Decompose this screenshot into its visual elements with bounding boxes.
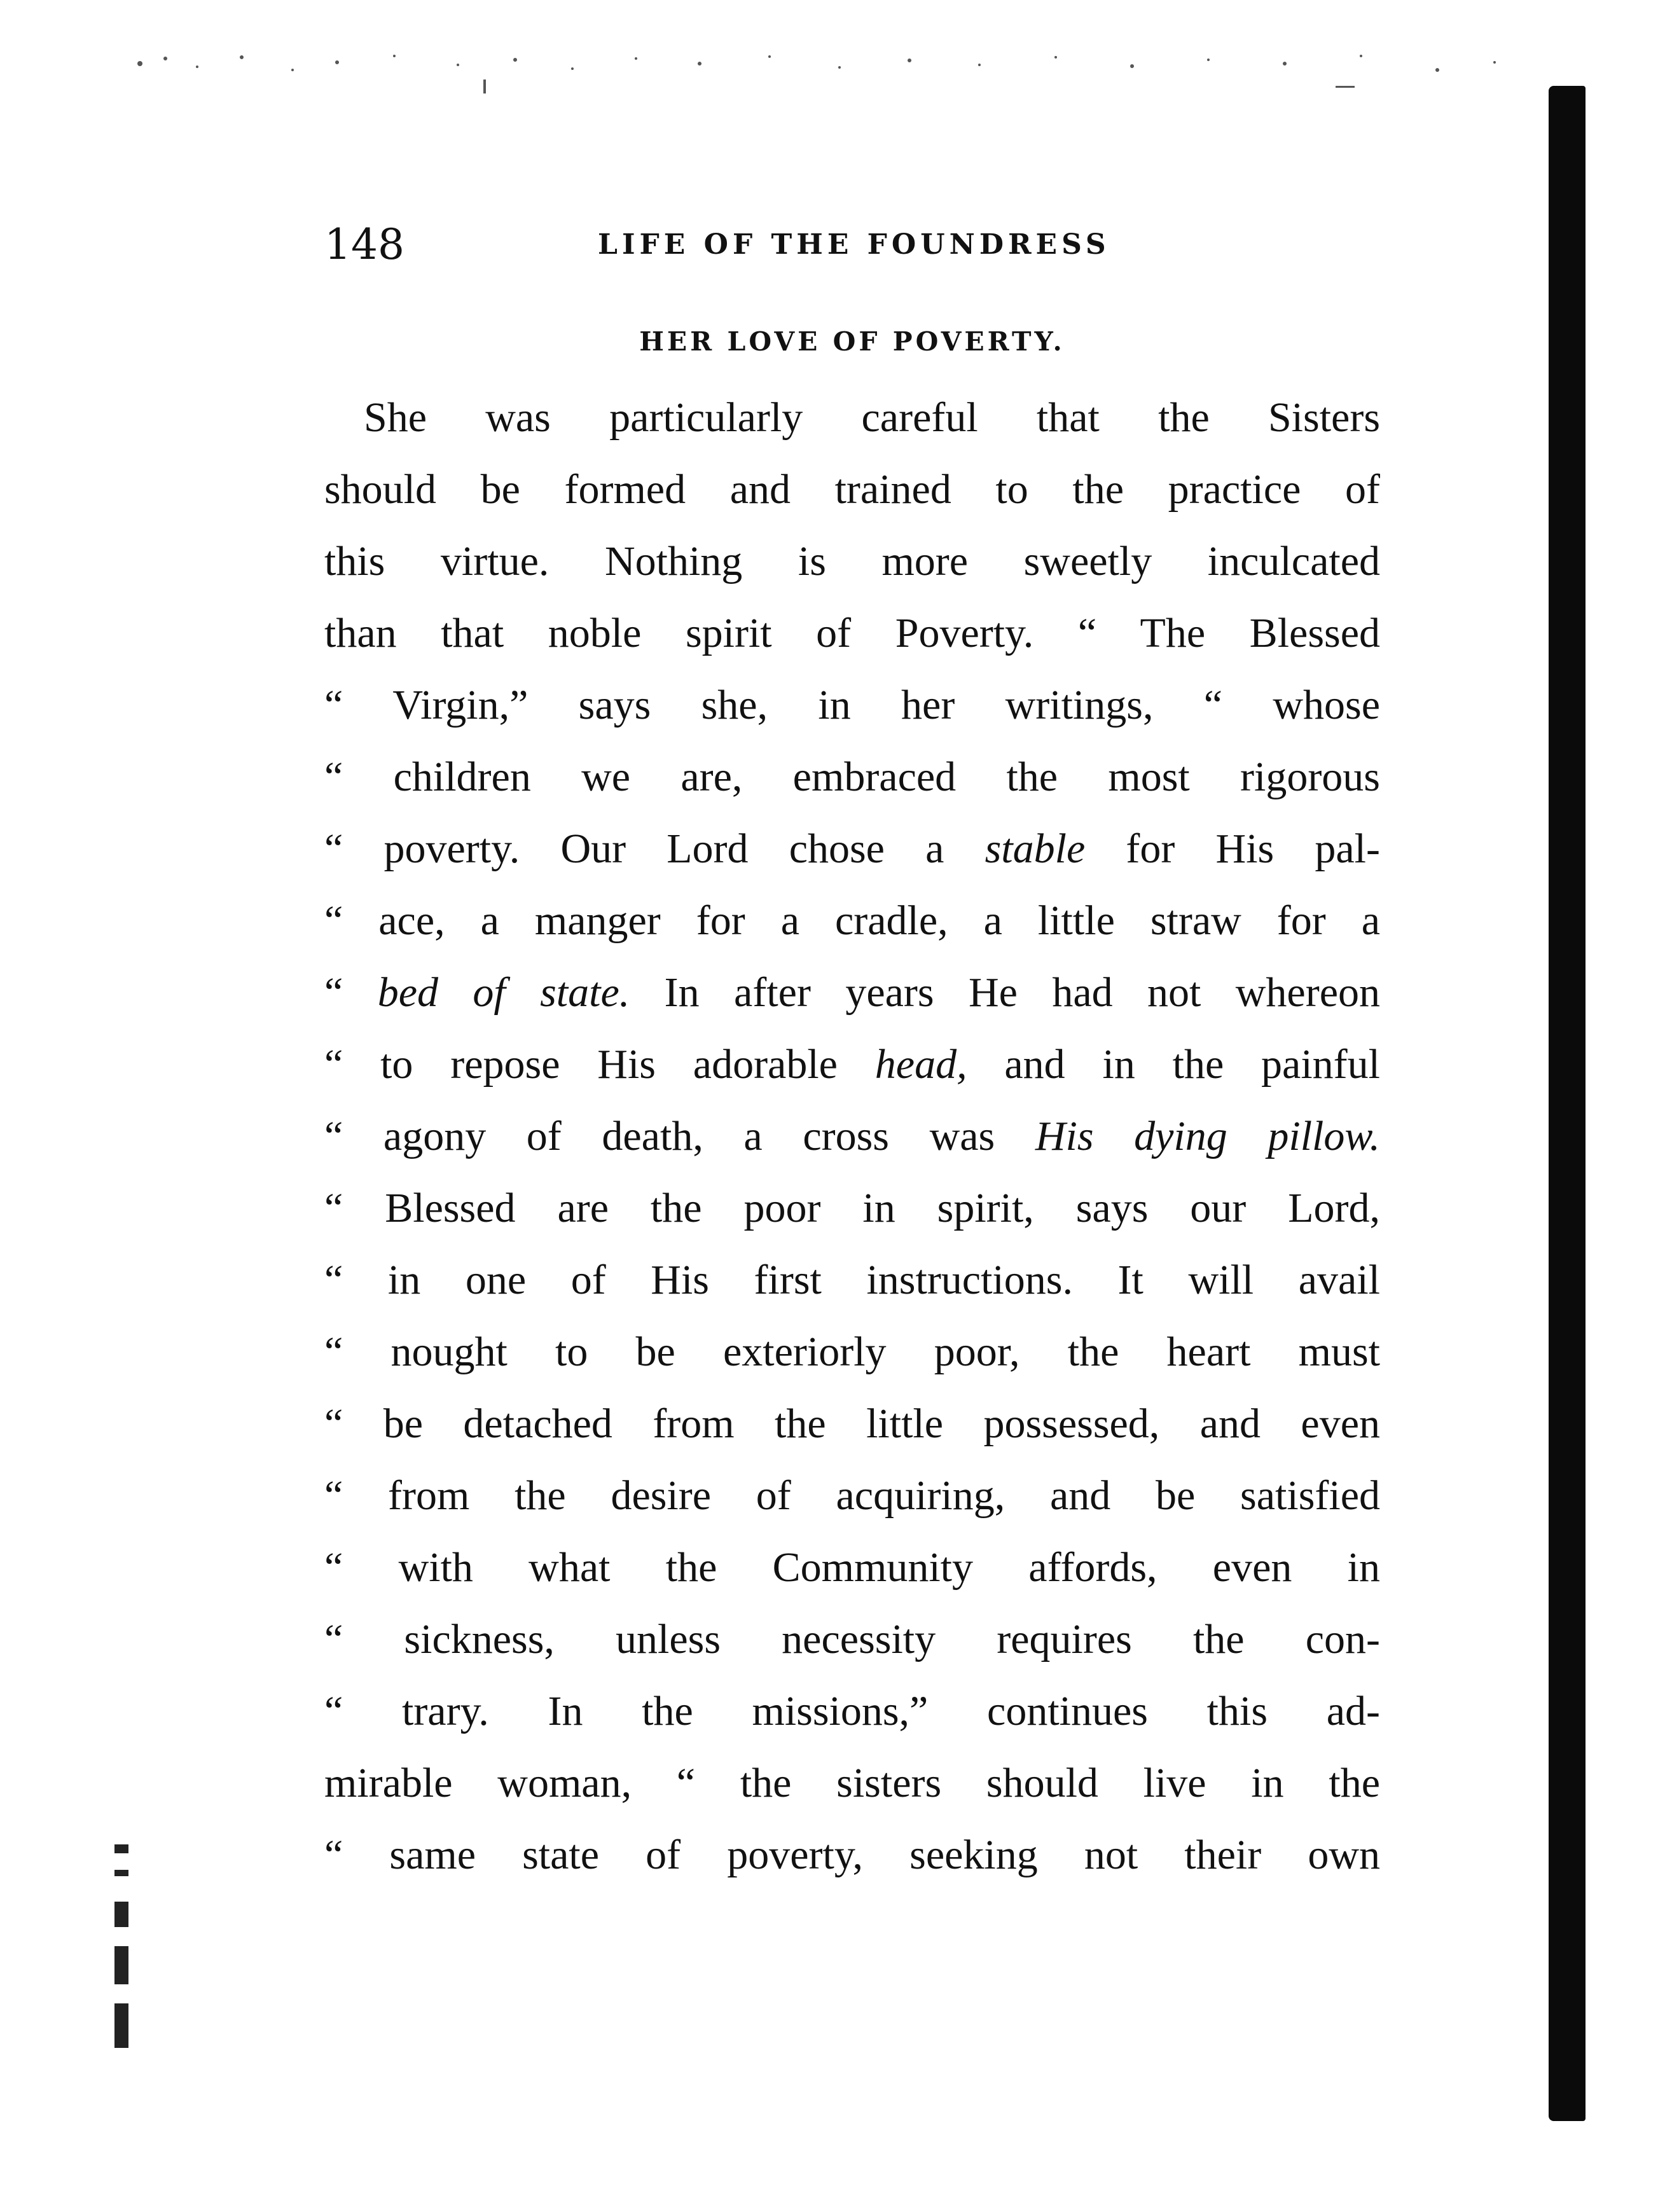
italic-text: His dying pillow.: [1035, 1113, 1380, 1159]
text-line: [324, 885, 1380, 957]
page-number: 148: [324, 220, 404, 269]
text-run: In after years He had not whereon: [630, 969, 1380, 1016]
text-line: [324, 1388, 1380, 1460]
text-line: [324, 1819, 1380, 1891]
text-run: this virtue. Nothing is more sweetly inculcated: [324, 538, 1380, 584]
section-heading: HER LOVE OF POVERTY.: [639, 326, 1065, 357]
text-line: [324, 525, 1380, 597]
text-run: “ with what the Community affords, even in: [324, 1544, 1380, 1591]
text-line: [324, 1244, 1380, 1316]
page-header: [324, 216, 1380, 273]
scan-marks-left: [109, 1844, 135, 2073]
text-line: [324, 1531, 1380, 1603]
text-run: for His pal-: [1085, 826, 1380, 872]
text-run: “ trary. In the missions,” continues this ad-: [324, 1688, 1380, 1734]
text-run: “ children we are, embraced the most rigorous: [324, 754, 1380, 800]
text-line: [324, 1460, 1380, 1531]
text-line: [324, 813, 1380, 885]
text-line: [324, 1100, 1380, 1172]
text-line: [324, 1675, 1380, 1747]
italic-text: bed of state.: [377, 969, 630, 1016]
running-head: LIFE OF THE FOUNDRESS: [598, 228, 1110, 261]
text-line: [324, 1747, 1380, 1819]
text-run: “ ace, a manger for a cradle, a little straw for a: [324, 897, 1380, 944]
text-line: [324, 1172, 1380, 1244]
text-run: “ sickness, unless necessity requires the con-: [324, 1616, 1380, 1662]
text-run: and in the painful: [967, 1041, 1380, 1088]
text-run: “: [324, 969, 378, 1016]
text-line: [324, 453, 1380, 525]
text-line: [324, 1028, 1380, 1100]
binding-edge: [1549, 86, 1586, 2121]
text-run: “ from the desire of acquiring, and be satisfied: [324, 1472, 1380, 1519]
text-run: “ agony of death, a cross was: [324, 1113, 1035, 1159]
text-line: [324, 1603, 1380, 1675]
body-text: [324, 382, 1380, 1891]
text-run: “ Virgin,” says she, in her writings, “ whose: [324, 682, 1380, 728]
text-line: [324, 741, 1380, 813]
text-run: than that noble spirit of Poverty. “ The Blessed: [324, 610, 1380, 656]
text-run: “ poverty. Our Lord chose a: [324, 826, 985, 872]
text-run: should be formed and trained to the practice of: [324, 466, 1380, 513]
text-line: [324, 382, 1380, 453]
text-run: “ nought to be exteriorly poor, the heart must: [324, 1329, 1380, 1375]
text-run: “ Blessed are the poor in spirit, says our Lord,: [324, 1185, 1380, 1231]
text-run: She was particularly careful that the Sisters: [364, 394, 1380, 441]
text-line: [324, 669, 1380, 741]
text-run: “ be detached from the little possessed, and even: [324, 1400, 1380, 1447]
italic-text: stable: [985, 826, 1086, 872]
text-run: “ to repose His adorable: [324, 1041, 875, 1088]
text-run: “ same state of poverty, seeking not their own: [324, 1832, 1380, 1878]
scan-noise-top: [127, 51, 1526, 102]
text-line: [324, 1316, 1380, 1388]
text-line: [324, 957, 1380, 1028]
text-run: mirable woman, “ the sisters should live in the: [324, 1760, 1380, 1806]
text-run: “ in one of His first instructions. It will avail: [324, 1257, 1380, 1303]
text-line: [324, 597, 1380, 669]
italic-text: head,: [874, 1041, 967, 1088]
